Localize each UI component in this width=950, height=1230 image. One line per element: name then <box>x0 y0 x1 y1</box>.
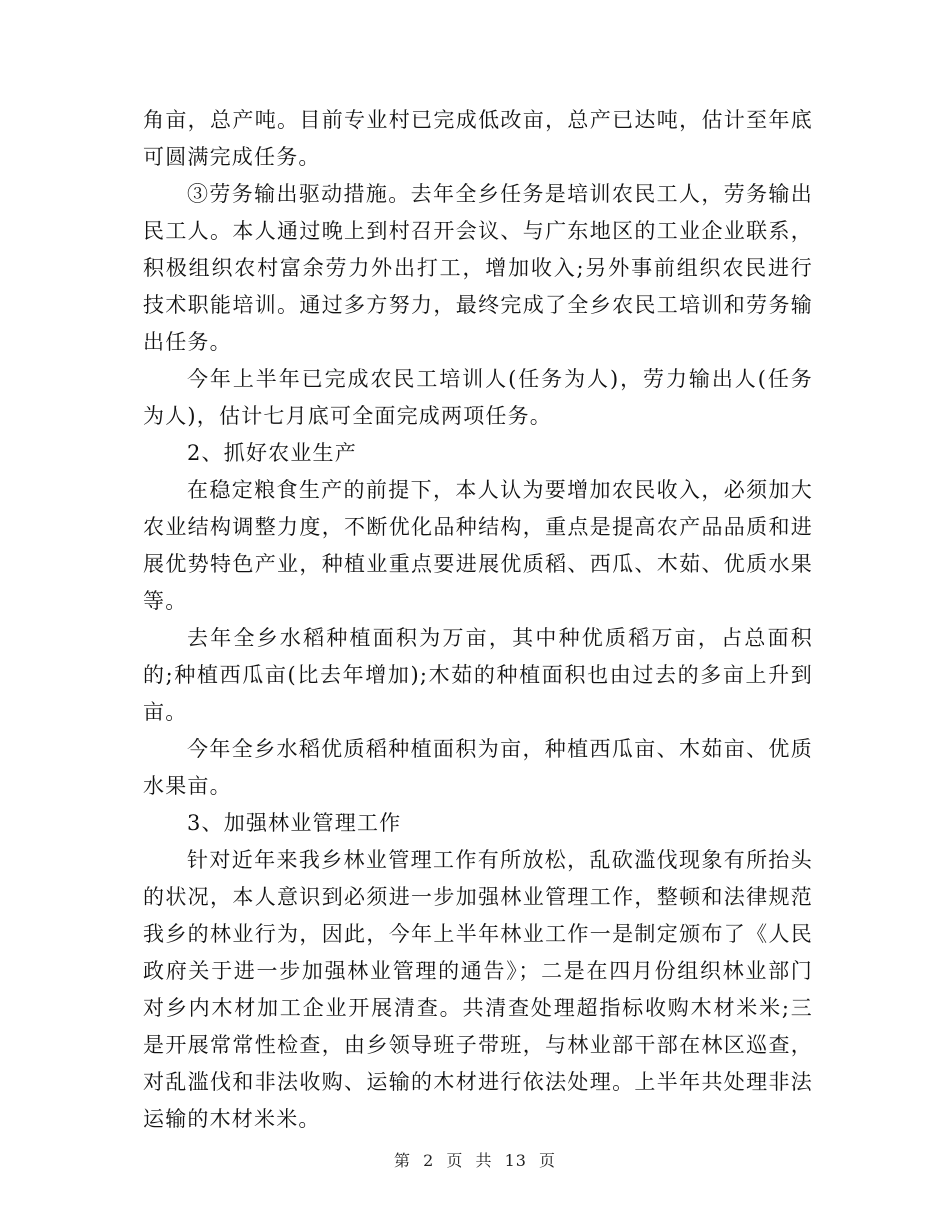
paragraph-continuation: 角亩，总产吨。目前专业村已完成低改亩，总产已达吨，估计至年底可圆满完成任务。 <box>143 108 813 169</box>
paragraph-agriculture-structure: 在稳定粮食生产的前提下，本人认为要增加农民收入，必须加大农业结构调整力度，不断优化品种结构，重点是提高农产品品质和进展优势特色产业，种植业重点要进展优质稻、西瓜、木茹、优质水果等。 <box>143 478 813 613</box>
paragraph-forestry-management: 针对近年来我乡林业管理工作有所放松，乱砍滥伐现象有所抬头的状况，本人意识到必须进一步加强林业管理工作，整顿和法律规范我乡的林业行为，因此，今年上半年林业工作一是制定颁布了《人民政府关于进一步加强林业管理的通告》；二是在四月份组织林业部门对乡内木材加工企业开展清查。共清查处理超指标收购木材米米;三是开展常常性检查，由乡领导班子带班，与林业部干部在林区巡查，对乱滥伐和非法收购、运输的木材进行依法处理。上半年共处理非法运输的木材米米。 <box>143 848 813 1131</box>
footer-suffix: 页 <box>539 1151 557 1170</box>
section-heading-agriculture: 2、抓好农业生产 <box>187 441 357 465</box>
footer-prefix: 第 <box>393 1151 411 1170</box>
page-footer <box>0 1148 950 1171</box>
section-heading-forestry: 3、加强林业管理工作 <box>187 811 402 835</box>
paragraph-last-year-planting: 去年全乡水稻种植面积为万亩，其中种优质稻万亩，占总面积的;种植西瓜亩(比去年增加);木茹的种植面积也由过去的多亩上升到亩。 <box>143 626 813 724</box>
paragraph-half-year-training: 今年上半年已完成农民工培训人(任务为人)，劳力输出人(任务为人)，估计七月底可全面完成两项任务。 <box>143 367 813 428</box>
document-body <box>143 102 813 1138</box>
footer-current-page: 2 <box>423 1151 435 1170</box>
footer-total-pages: 13 <box>504 1151 527 1170</box>
paragraph-this-year-planting: 今年全乡水稻优质稻种植面积为亩，种植西瓜亩、木茹亩、优质水果亩。 <box>143 737 813 798</box>
footer-total-word: 共 <box>475 1151 493 1170</box>
footer-page-word: 页 <box>446 1151 464 1170</box>
paragraph-labor-export: ③劳务输出驱动措施。去年全乡任务是培训农民工人，劳务输出民工人。本人通过晚上到村召开会议、与广东地区的工业企业联系，积极组织农村富余劳力外出打工，增加收入;另外事前组织农民进行技术职能培训。通过多方努力，最终完成了全乡农民工培训和劳务输出任务。 <box>143 182 813 354</box>
